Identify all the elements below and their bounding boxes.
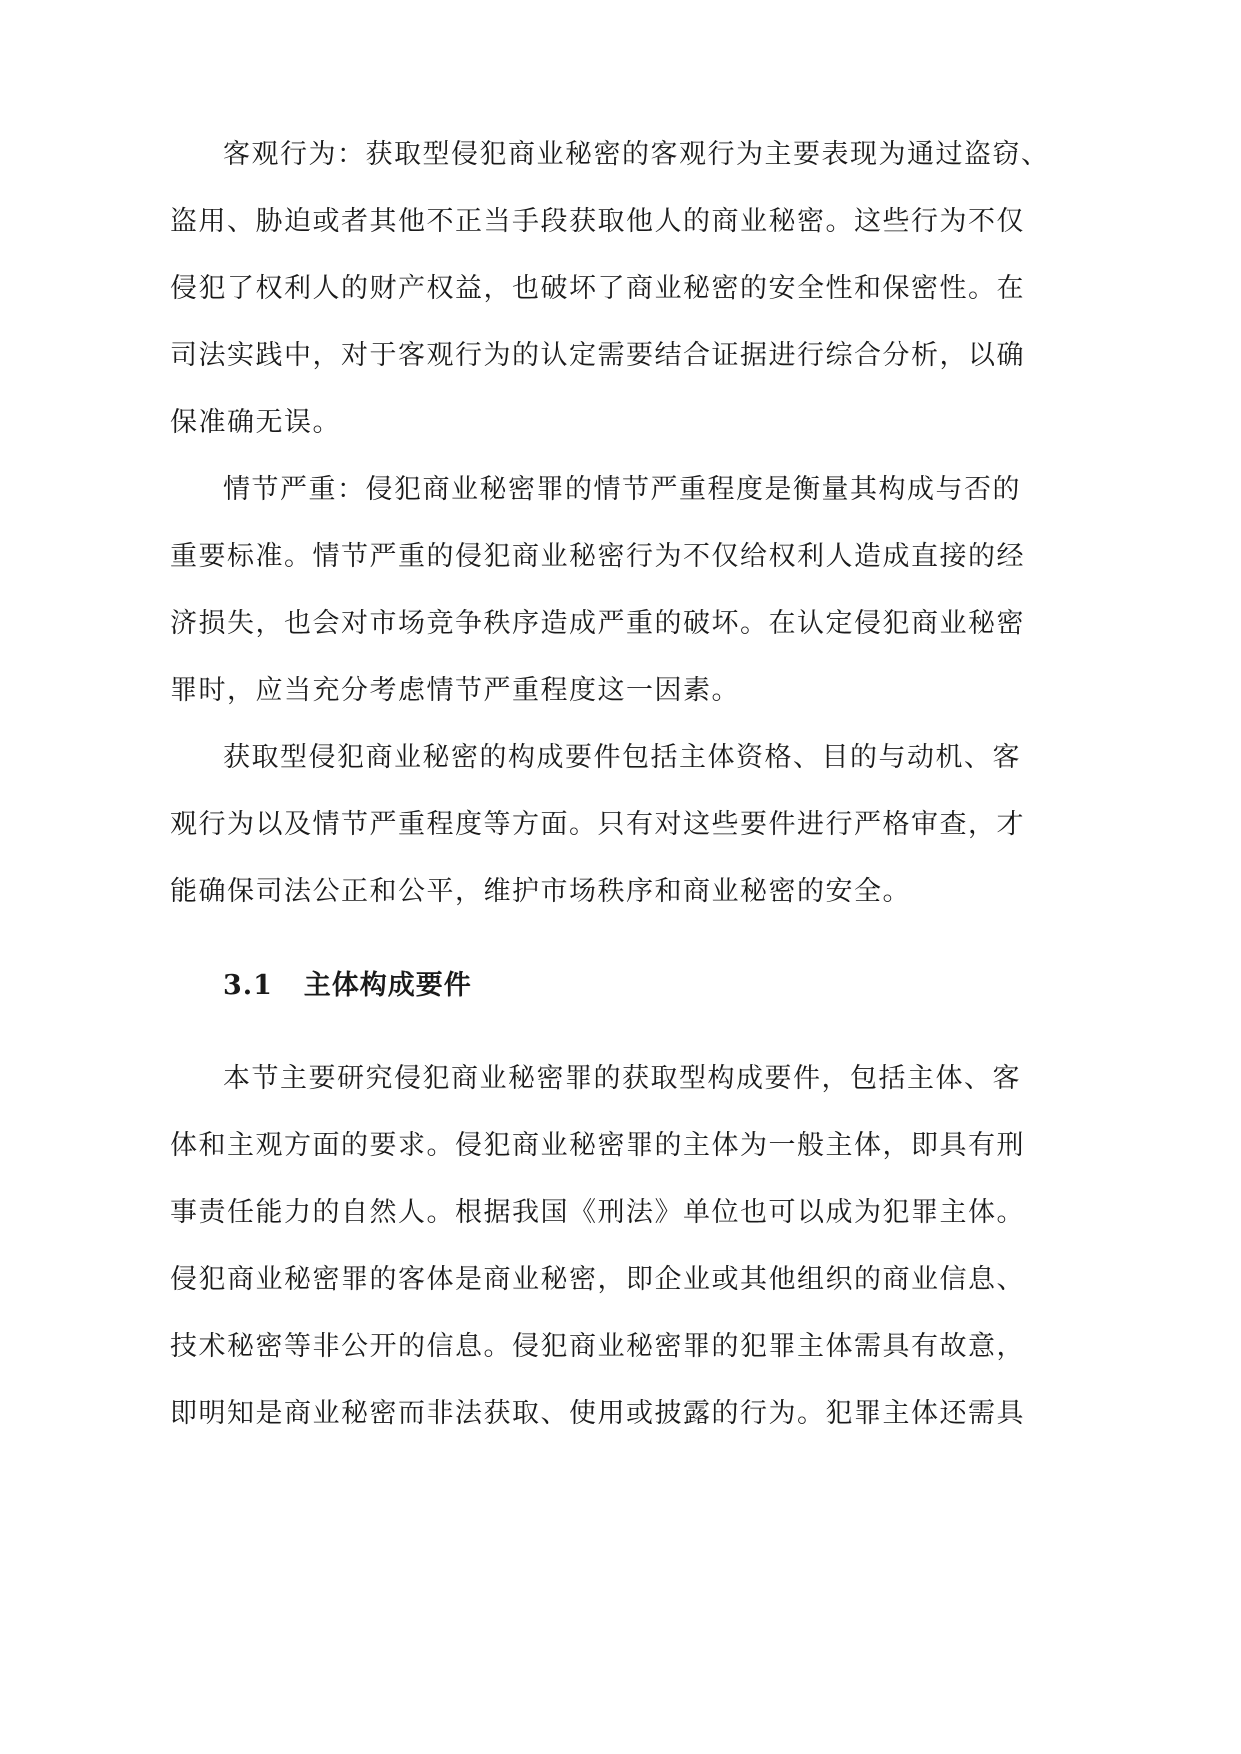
paragraph-line: 获取型侵犯商业秘密的构成要件包括主体资格、目的与动机、客 — [223, 742, 1021, 773]
paragraph-line: 侵犯商业秘密罪的客体是商业秘密，即企业或其他组织的商业信息、 — [170, 1264, 1025, 1295]
paragraph-line: 罪时，应当充分考虑情节严重程度这一因素。 — [170, 675, 740, 706]
paragraph-line: 技术秘密等非公开的信息。侵犯商业秘密罪的犯罪主体需具有故意， — [170, 1331, 1025, 1362]
paragraph-line: 即明知是商业秘密而非法获取、使用或披露的行为。犯罪主体还需具 — [170, 1398, 1025, 1429]
section-number: 3.1 — [223, 970, 273, 1001]
paragraph-line: 情节严重：侵犯商业秘密罪的情节严重程度是衡量其构成与否的 — [223, 474, 1021, 505]
section-heading — [223, 966, 472, 1006]
paragraph-line: 保准确无误。 — [170, 407, 341, 438]
paragraph-line: 能确保司法公正和公平，维护市场秩序和商业秘密的安全。 — [170, 876, 911, 907]
paragraph-line: 司法实践中，对于客观行为的认定需要结合证据进行综合分析，以确 — [170, 340, 1025, 371]
paragraph-line: 济损失，也会对市场竞争秩序造成严重的破坏。在认定侵犯商业秘密 — [170, 608, 1025, 639]
paragraph-line: 重要标准。情节严重的侵犯商业秘密行为不仅给权利人造成直接的经 — [170, 541, 1025, 572]
paragraph-line: 体和主观方面的要求。侵犯商业秘密罪的主体为一般主体，即具有刑 — [170, 1130, 1025, 1161]
paragraph-line: 观行为以及情节严重程度等方面。只有对这些要件进行严格审查，才 — [170, 809, 1025, 840]
paragraph-line: 侵犯了权利人的财产权益，也破坏了商业秘密的安全性和保密性。在 — [170, 273, 1025, 304]
paragraph-line: 客观行为：获取型侵犯商业秘密的客观行为主要表现为通过盗窃、 — [223, 139, 1050, 170]
paragraph-line: 事责任能力的自然人。根据我国《刑法》单位也可以成为犯罪主体。 — [170, 1197, 1025, 1228]
section-title: 主体构成要件 — [303, 970, 472, 1001]
paragraph-line: 本节主要研究侵犯商业秘密罪的获取型构成要件，包括主体、客 — [223, 1063, 1021, 1094]
paragraph-line: 盗用、胁迫或者其他不正当手段获取他人的商业秘密。这些行为不仅 — [170, 206, 1025, 237]
